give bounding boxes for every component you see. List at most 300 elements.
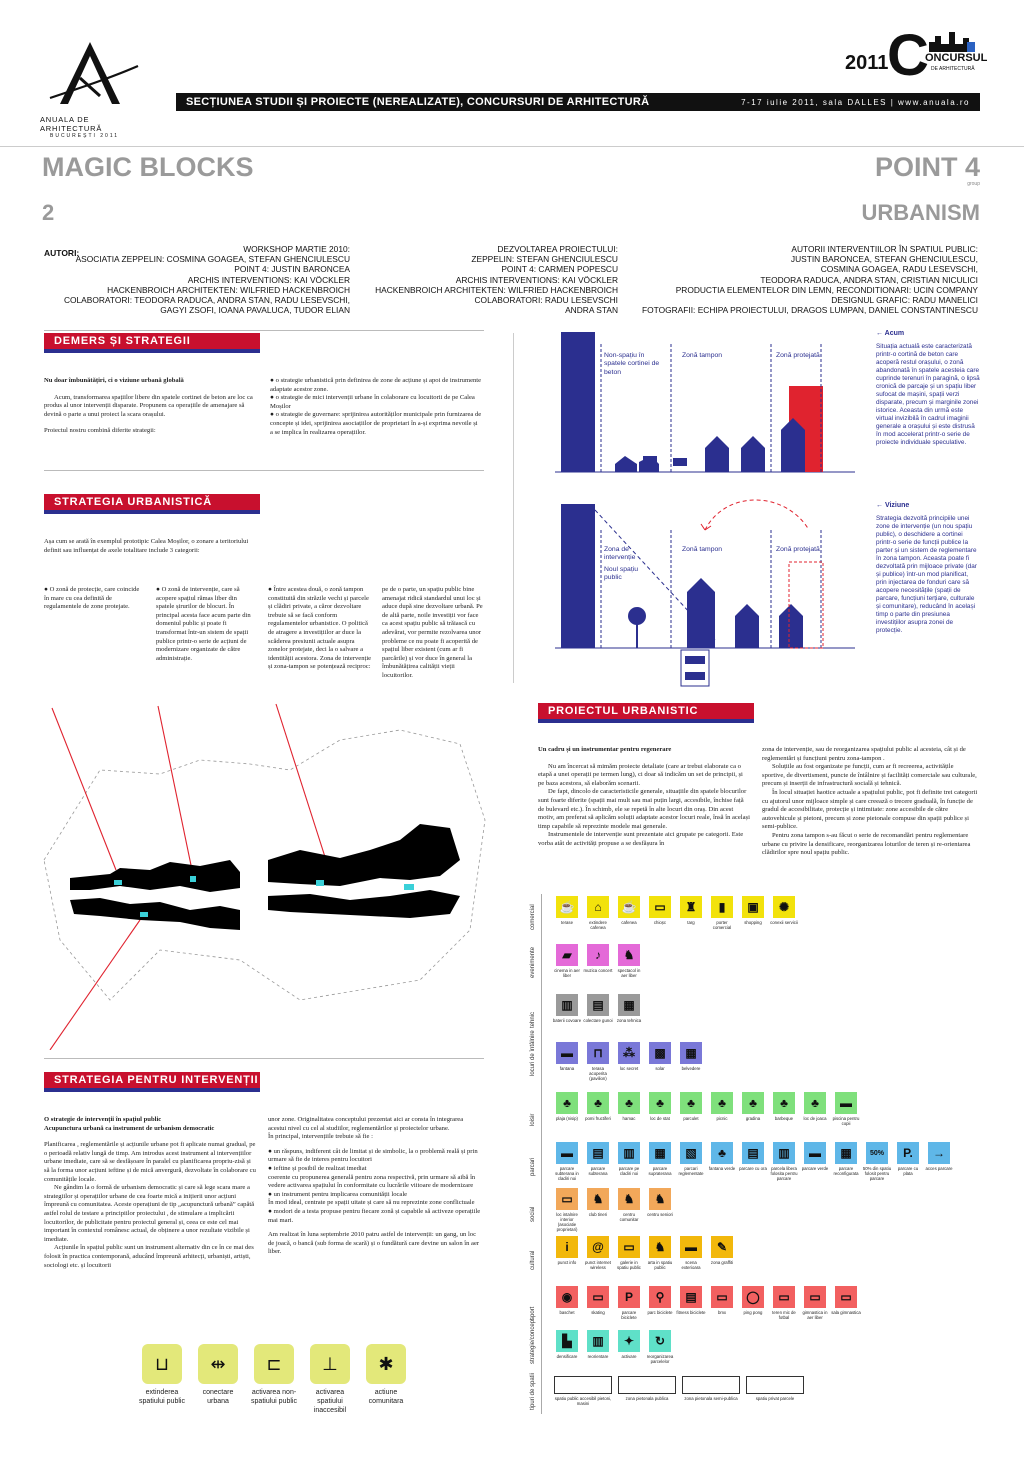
toolkit-item-label: parcare cu plata [897,1166,919,1176]
intervention-label: extinderea spatiului public [139,1389,185,1405]
toolkit-icon: ♞ [649,1236,671,1258]
credit-line: POINT 4: JUSTIN BARONCEA [234,264,350,275]
toolkit-item-label: parc biciclete [647,1310,673,1315]
toolkit-item [831,1142,861,1176]
credit-line: ZEPPELIN: STEFAN GHENCIULESCU [471,254,618,265]
toolkit-item-label: conexii servicii [770,920,798,925]
castle-icon [927,30,977,52]
strategia-c2: ● O zonă de intervenție, care să acopere spațiul rămas liber din spatele șirurilor de blocuri. În principal acesta face acum parte din domeniul public și poate fi transformat într-un sistem de spații publice printr-o serie de acțiuni de modernizare organizate de către administrație. [156,586,251,662]
concurs-logo [845,23,988,90]
toolkit-item [769,1286,799,1320]
toolkit-icon: ♣ [680,1092,702,1114]
header-divider [0,146,1024,147]
toolkit-item-label: loc secret [619,1066,639,1071]
toolkit-item-label: gimnastica in aer liber [802,1310,828,1320]
toolkit-icon: ♞ [618,1188,640,1210]
interventii-p1: Planificarea , reglementările și acțiunile urbane pot fi aplicate numai gradual, pe o perioadă relativ lungă de timp. Am introdus acest instrument al intervențiilor urbane imediate, care să se desfășoare în paralel cu planificarea propriu-zisă și să la forma unor acțiuni ieftine și de mică anvergură, dezvoltate în colaborare cu comunitățile locale. [44,1141,256,1183]
toolkit-item [583,944,613,973]
toolkit-item [707,1286,737,1315]
map-bottom-rule [44,1058,484,1059]
toolkit-item [645,1330,675,1364]
toolkit-icon: ▤ [680,1286,702,1308]
activarea-non-spatiu-icon: ⊏ [254,1344,294,1384]
toolkit-item-label: arta in spatiu public [647,1260,673,1270]
toolkit-item [645,1142,675,1176]
toolkit-icon: ▬ [804,1142,826,1164]
toolkit-item [676,1236,706,1270]
toolkit-item [707,1092,737,1121]
toolkit-item-label: cafenea [621,920,637,925]
credit-line: FOTOGRAFII: ECHIPA PROIECTULUI, DRAGOS LUMPAN, DANIEL CONSTANTINESCU [642,305,978,316]
toolkit-item-label: loc intalnire interior (asociatie proprietari) [556,1212,578,1232]
toolkit-icon [554,1376,612,1394]
concurs-letter: C [887,23,929,88]
toolkit-icon: ⁂ [618,1042,640,1064]
toolkit-item [552,1042,582,1071]
interventii-h2: Acupunctura urbană ca instrument de urbanism democratic [44,1124,215,1132]
toolkit-icon: ♣ [711,1092,733,1114]
toolkit-icon: P [618,1286,640,1308]
toolkit-icon: ☕ [556,896,578,918]
toolkit-item-label: terase [561,920,573,925]
toolkit-category-label: parcari [530,1157,536,1176]
toolkit-icon: ▣ [742,896,764,918]
credit-line: DESIGNUL GRAFIC: RADU MANELICI [831,295,978,306]
toolkit-category-label: evenimente [530,946,536,978]
toolkit-item [744,1376,806,1401]
toolkit-item-label: shopping [744,920,762,925]
intervention-item [306,1344,354,1415]
section-title: SECȚIUNEA STUDII ȘI PROIECTE (NEREALIZATE), CONCURSURI DE ARHITECTURĂ [186,96,650,108]
proiect-p4: zona de intervenție, sau de reorganizarea spațiului public al acesteia, cât și de reglementări și funcțiuni pentru zona-tampon . [762,746,966,762]
toolkit-item-label: pomi fructiferi [585,1116,611,1121]
interventii-p10: În mod ideal, centrate pe spații uitate și care să nu reprezinte zone conflictuale [268,1199,475,1207]
toolkit-item [552,1142,582,1181]
proiect-p2: De fapt, dincolo de caracteristicile generale, situațiile din spatele blocurilor sunt foarte diferite (spații mai mult sau mai puțin largi, accesibile, închise față de bulevard etc.). În schimb, ele se repetă în alte locuri din oraș. Din acest motiv, am preferat să aplicăm soluții adaptate acestor locuri reale, însă în același timp capabile să reprezinte modele mai generale. [538,788,750,830]
demers-b2: ● o strategie de mici intervenții urbane în colaborare cu locuitorii de pe Calea Moșilor [270,394,475,410]
demers-p2: Proiectul nostru combină diferite strategii: [44,427,156,435]
toolkit-item [769,896,799,925]
toolkit-item-label: plaja (nisip) [556,1116,578,1121]
strategia-c3: ● Între acestea două, o zonă tampon constituită din străzile vechi și parcele și clădiri private, a căror dezvoltare trebuie să se facă conform regulamentelor urbanistice. O politică de atragere a investițiilor ar duce la scăderea presiunii actuale asupra zonelor protejate, deci la o salvare a identității acestora. Zona de intervenție și zona-tampon se potențează reciproc: [268,586,372,671]
toolkit-item [738,1142,768,1171]
toolkit-icon: P. [897,1142,919,1164]
toolkit-item-label: gradina [745,1116,761,1121]
credit-line: WORKSHOP MARTIE 2010: [243,244,350,254]
credit-line: PRODUCTIA ELEMENTELOR DIN LEMN, RECONDITIONARI: UCIN COMPANY [675,284,978,295]
intervention-label: actiune comunitara [368,1389,404,1405]
demers-b1: ● o strategie urbanistică prin definirea de zone de acțiune și apoi de instrumente adaptate acestor zone. [270,377,482,393]
toolkit-icon: ▩ [649,1042,671,1064]
credits-col2 [360,244,618,315]
toolkit-icon: ▭ [804,1286,826,1308]
strategia-c4: pe de o parte, un spațiu public bine amenajat ridică standardul unui loc și aduce după sine dezvoltare urbană. Pe de altă parte, noile investiții vor face ca acest spațiu public să trăiască cu adevărat, vor permite rezolvarea unor probleme ce nu poate fi acoperită de spațiul liber existent (cum ar fi parcările) și vor duce în general la îmbunătățirea calității vieții locuitorilor. [382,586,483,679]
toolkit-item [707,896,737,930]
proiect-right-text [762,746,978,858]
toolkit-item [552,1286,582,1315]
viziune-panel [876,502,980,635]
calea-mosilor-map [40,700,490,1050]
toolkit-item-label: parcare reconfigurata [833,1166,859,1176]
interventii-p2: Ne gândim la o formă de urbanism democratic și care să lege scara mare a strategiilor și operațiilor urbane de cea foarte mică a inițierii unor acțiuni împreună cu comunitatea. Aceste operațiuni de tip „acupunctură urbană” capătă astfel rolul de testare a principiilor proiectului , de stimulare a implicării locuitorilor, de publicitate pentru proiectul general și, ceea ce este cel mai important în contextul românesc actual, de obținere a unor rezultate vizibile și imediate. [44,1184,255,1243]
interventii-p9: ● un instrument pentru implicarea comunității locale [268,1190,408,1198]
toolkit-item-label: baterii covoare [552,1018,582,1023]
acum-title: ← Acum [876,330,905,337]
toolkit-item [552,994,582,1023]
toolkit-icon: ▰ [556,944,578,966]
interventii-p6: ● un răspuns, indiferent cât de limitat și de simbolic, la o problemă reală și prin urmare să fie de interes pentru locuitori [268,1147,478,1164]
toolkit-icon: ▭ [587,1286,609,1308]
toolkit-icon: ♜ [680,896,702,918]
toolkit-category-label: tipuri de spatii [530,1372,536,1410]
toolkit-icon: ◯ [742,1286,764,1308]
toolkit-item [645,1092,675,1121]
toolkit-item-label: zona graffiti [710,1260,734,1265]
toolkit-icon: ♣ [618,1092,640,1114]
credit-line: GAGYI ZSOFI, IOANA PAVALUCA, TUDOR ELIAN [160,305,350,316]
toolkit-item-label: ping pong [743,1310,763,1315]
interventii-right-text [268,1116,482,1257]
toolkit-item-label: spectacol in aer liber [617,968,641,978]
toolkit-icon: ♣ [742,1092,764,1114]
proiect-section-title: PROIECTUL URBANISTIC [538,703,754,723]
credit-line: HACKENBROICH ARCHITEKTEN: WILFRIED HACKENBROICH [375,284,618,295]
acum-panel [876,330,980,447]
toolkit-item [800,1286,830,1320]
demers-b3: ● o strategie de guvernare: sprijinirea autorităților municipale prin furnizarea de concepte și idei, sprijinirea asociațiilor de proprietari în a-și exprima nevoile și a se implica în realizarea operațiilor. [270,411,482,436]
proiect-heading: Un cadru și un instrumentar pentru regenerare [538,746,672,753]
org-sub: BUCUREȘTI 2011 [50,133,120,139]
toolkit-item-label: barbeque [774,1116,794,1121]
toolkit-item-label: parcare pe cladiri noi [618,1166,640,1176]
axis-line [158,706,192,870]
toolkit-item [645,1042,675,1071]
toolkit-item [614,1042,644,1071]
toolkit-category-label: comercial [530,904,536,930]
toolkit-icon: ▬ [556,1142,578,1164]
toolkit-icon: ▭ [649,896,671,918]
toolkit-item-label: piscina pentru copii [832,1116,860,1126]
toolkit-item-label: loc de joaca [803,1116,827,1121]
credit-line: AUTORII INTERVENTIILOR ÎN SPATIUL PUBLIC: [791,244,978,254]
acum-text: Situația actuală este caracterizată printr-o cortină de beton care acoperă restul orașului, o zonă abandonată în spatele acesteia care cuprinde terenuri în paragină, o lipsă cronică de parcaje și un spațiu liber sufocat de mașini, spații verzi disparate, precum și marginile zonei istorice. Aceasta din urmă este virtual invizibilă în cadrul imaginii generale a orașului și este distrusă în mod accelerat printr-o serie de proiecte individuale speculative. [876,343,980,446]
toolkit-item-label: parcela libera folosita pentru parcare [770,1166,798,1181]
toolkit-item-label: fantana verde [708,1166,736,1171]
toolkit-item-label: 50% din spatiu folosit pentru parcare [862,1166,892,1181]
toolkit-icon: ♣ [556,1092,578,1114]
toolkit-icon [682,1376,740,1394]
toolkit-icon: 50% [866,1142,888,1164]
toolkit-item [583,1286,613,1315]
toolkit-item-label: reorganizarea parcelelor [646,1354,674,1364]
demers-top-rule [44,330,484,331]
toolkit-grid [530,896,980,1416]
toolkit-item [583,1142,613,1176]
toolkit-item [800,1092,830,1121]
toolkit-item-label: punct info [557,1260,577,1265]
interventii-section-title: STRATEGIA PENTRU INTERVENȚII [44,1072,260,1092]
toolkit-item-label: fantana [559,1066,575,1071]
toolkit-item [583,1236,613,1270]
toolkit-category-label: tehnic [530,1011,536,1028]
toolkit-item [800,1142,830,1171]
toolkit-item-label: parcare cu ora [739,1166,767,1171]
toolkit-item [552,896,582,925]
toolkit-item-label: muzica concert [583,968,613,973]
toolkit-item [707,1142,737,1171]
toolkit-icon: ⌂ [587,896,609,918]
credit-line: COSMINA GOAGEA, RADU LESEVSCHI, [820,264,978,275]
toolkit-item [583,1042,613,1081]
credits-col1 [60,244,350,315]
toolkit-item [645,1236,675,1270]
toolkit-item-label: centru seniori [647,1212,673,1217]
toolkit-category-label: strategie/concept [530,1318,536,1364]
toolkit-item [680,1376,742,1401]
demers-bottom-rule [44,470,484,471]
toolkit-item-label: reorientare [587,1354,609,1359]
intervention-item [250,1344,298,1415]
toolkit-icon: ♣ [587,1092,609,1114]
interventii-p12: Am realizat în luna septembrie 2010 patru astfel de intervenții: un gang, un loc de joacă, o bancă (sub forma de scară) și o fundătură care devine un salon în aer liber. [268,1231,480,1256]
d2-label-protejata: Zonă protejată [776,546,820,553]
vertical-divider [513,333,514,683]
toolkit-item-label: parculet [683,1116,699,1121]
proiect-p7: Pentru zona tampon s-au făcut o serie de recomandări pentru reglementare urbane cu privire la densificare, reorganizarea loturilor de teren și re-orientarea clădirilor spre noul spațiu public. [762,831,971,857]
axis-line [276,704,326,860]
toolkit-item-label: solar [655,1066,665,1071]
toolkit-item [676,1286,706,1315]
toolkit-item [583,1092,613,1121]
toolkit-icon: ✎ [711,1236,733,1258]
demers-right-text [270,377,482,437]
toolkit-icon: ◉ [556,1286,578,1308]
d1-label-tampon: Zonă tampon [682,352,723,359]
toolkit-icon: ♣ [711,1142,733,1164]
toolkit-icon: ♣ [773,1092,795,1114]
toolkit-icon: ✦ [618,1330,640,1352]
toolkit-icon: ☕ [618,896,640,918]
toolkit-icon: ▬ [680,1236,702,1258]
toolkit-icon: ▭ [711,1286,733,1308]
credit-line: ANDRA STAN [565,305,618,316]
interventii-p5: În principal, intervențiile trebuie să fie : [268,1133,373,1141]
toolkit-item [645,1188,675,1217]
toolkit-item [676,896,706,925]
interventii-p3: Acțiunile în spațiul public sunt un instrument alternativ din ce în ce mai des folosit în practica contemporană, aducând împreună arhitecți, urbaniști, artiști, sociologi etc. și locuitorii [44,1244,254,1269]
toolkit-item-label: zona tehnica [616,1018,642,1023]
credit-line: COLABORATORI: RADU LESEVSCHI [474,295,618,306]
toolkit-item-label: bmx [717,1310,727,1315]
intervention-item [194,1344,242,1415]
credit-line: TEODORA RADUCA, ANDRA STAN, CRISTIAN NICULICI [760,274,978,285]
toolkit-item-label: parcari reglementate [678,1166,704,1176]
toolkit-icon: ▥ [556,994,578,1016]
toolkit-item-label: spatiu public accesibil pietoni, masini [554,1396,612,1406]
category-title: URBANISM [861,200,980,225]
concurs-year: 2011 [845,52,889,74]
toolkit-icon: ⚲ [649,1286,671,1308]
toolkit-icon: @ [587,1236,609,1258]
toolkit-icon: ▙ [556,1330,578,1352]
toolkit-item [831,1286,861,1315]
toolkit-item [676,1092,706,1121]
toolkit-category-label: social [530,1206,536,1222]
interventii-left-text [44,1116,256,1270]
toolkit-item-label: baschet [559,1310,575,1315]
toolkit-item-label: club tineri [588,1212,608,1217]
intervention-label: activarea non-spatiului public [251,1389,297,1405]
toolkit-item-label: galerie in spatiu public [617,1260,641,1270]
header-bar [176,93,980,111]
toolkit-icon: ▥ [773,1142,795,1164]
concurs-word: ONCURSUL [925,52,988,64]
intervention-label: conectare urbana [202,1389,234,1405]
toolkit-icon: ⊓ [587,1042,609,1064]
toolkit-item-label: punct internet wireless [584,1260,612,1270]
toolkit-item [738,1092,768,1121]
toolkit-icon: ♞ [618,944,640,966]
d2-label-interventie: Zona de intervenție [604,546,636,562]
toolkit-category-label: locuri de întâlnire [530,1030,536,1076]
proiect-p5: Soluțiile au fost organizate pe funcții, cum ar fi recreerea, activitățile sportive, de divertisment, puncte de întâlnire și facilități comerciale sau culturale, precum și inserții de infrastructură socială și tehnică. [762,763,977,788]
toolkit-icon: ▦ [618,994,640,1016]
toolkit-item [676,1142,706,1176]
toolkit-item-label: loc de stat [650,1116,670,1121]
date-place: 7-17 iulie 2011, sala DALLES | www.anuala.ro [741,97,970,107]
demers-heading: Nu doar îmbunătățiri, ci o viziune urbană globală [44,377,184,384]
toolkit-icon: ▬ [835,1092,857,1114]
viziune-text: Strategia dezvoltă principiile unei zone de intervenție (un nou spațiu public), o deschidere a cortinei printr-o serie de funcții publice la parter și un sistem de reglementare în zona tampon. Aceasta poate fi dezvoltată prin mijloace private (dar și publice) într-un mod planificat, prin injectarea de fonduri care să acopere necesitățile (spații de parcare, funcțiuni terțiare, culturale și comunitare), reducând în același timp o parte din presiunea investițiilor asupra zonei de protecție. [876,515,977,634]
toolkit-icon: ♞ [587,1188,609,1210]
strategia-section-title: STRATEGIA URBANISTICĂ [44,494,260,514]
toolkit-item [676,1042,706,1071]
toolkit-item [583,1188,613,1217]
toolkit-icon: ♪ [587,944,609,966]
toolkit-item [893,1142,923,1176]
group-name: POINT 4 [874,152,980,182]
axis-line [52,708,116,870]
toolkit-item [769,1142,799,1181]
toolkit-item-label: parcare subterana [588,1166,608,1176]
project-number: 2 [42,200,55,225]
activarea-inaccesibil-icon: ⊥ [310,1344,350,1384]
interventii-p4: unor zone. Originalitatea conceptului prezentat aici ar consta în integrarea acestui nivel cu cel al studiilor, reglementărilor și proiectelor urbane. [268,1116,464,1132]
demers-left-text [44,377,256,436]
toolkit-item [616,1376,678,1401]
toolkit-item-label: parcare biciclete [621,1310,637,1320]
strategia-intro: Așa cum se arată în exemplul prototipic Calea Moșilor, o zonare a teritoriului definit sau influențat de axele totalitare include 3 categorii: [44,538,249,554]
d2-label-spatiu: Noul spațiu public [604,566,639,582]
toolkit-icon: ▥ [587,1330,609,1352]
interventii-p8: coerente cu propunerea generală pentru zona respectivă, prin urmare să aibă în vedere activarea spațiului în conformitate cu lucrările viitoare de modernizare [268,1173,476,1190]
toolkit-icon: ▭ [556,1188,578,1210]
toolkit-icon: ▭ [835,1286,857,1308]
toolkit-icon: ▬ [556,1042,578,1064]
toolkit-item [614,1092,644,1121]
toolkit-item [831,1092,861,1126]
proiect-p3: Instrumentele de intervenție sunt prezentate aici grupate pe categorii. Este vorba atât de activități propuse a se desfășura în [538,831,744,847]
toolkit-icon: → [928,1142,950,1164]
group-sub: group [967,181,980,187]
credit-line: POINT 4: CARMEN POPESCU [501,264,618,275]
toolkit-icon: i [556,1236,578,1258]
viziune-title: ← Viziune [876,502,910,509]
proiect-p1: Nu am încercat să mimăm proiecte detaliate (care ar trebui elaborate ca o etapă a unei operații pe termen lung), ci doar să indicăm un set de principii, și pe baza acestora, să elaborăm scenarii. [538,762,743,787]
toolkit-item-label: terasa acoperita (pavilion) [589,1066,607,1081]
d1-label-nonspatiu: Non-spațiu în spatele cortinei de beton [604,352,660,376]
toolkit-item-label: skating [591,1310,605,1315]
toolkit-category-label: sport [530,1306,536,1320]
toolkit-item [614,1330,644,1359]
toolkit-item-label: belvedere [681,1066,701,1071]
axis-line [50,920,140,1050]
proiect-p6: În locul situației haotice actuale a spațiului public, pot fi definite trei categorii cu ajutorul unor mijloace simple și care creează o trecere graduală, în funcție de gradul de accesibilitate, protecție și intimitate: zone accesibile de către autovehicule și pietoni, precum și zone pietonale compuse din spații publice și semi-publice. [762,788,978,831]
toolkit-item-label: chioșc [653,920,667,925]
toolkit-item-label: parcare supraterana [648,1166,672,1176]
header-logo [40,38,150,138]
interventii-p11: ● modori de a testa propuse pentru fiecare zonă și capabile să activeze operațiile mai mari. [268,1207,481,1224]
toolkit-item [614,944,644,978]
toolkit-item-label: picnic [716,1116,728,1121]
toolkit-icon: ✺ [773,896,795,918]
toolkit-item-label: porter comercial [712,920,732,930]
toolkit-item-label: acces parcare [925,1166,953,1171]
toolkit-item-label: activare [621,1354,637,1359]
toolkit-item-label: zona pietonala semi-publica [684,1396,738,1401]
toolkit-icon: ♣ [649,1092,671,1114]
toolkit-category-label: cultural [530,1250,536,1270]
toolkit-item-label: zona pietonala publica [625,1396,669,1401]
toolkit-item-label: teren mic de fotbal [772,1310,796,1320]
toolkit-item [552,1092,582,1121]
toolkit-item [552,944,582,978]
toolkit-icon: ▤ [587,1142,609,1164]
anuala-logo-icon [40,38,150,108]
toolkit-icon: ▦ [680,1042,702,1064]
proiect-left-text [538,746,750,849]
toolkit-icon: ▭ [618,1236,640,1258]
toolkit-icon [746,1376,804,1394]
toolkit-item [862,1142,892,1181]
toolkit-item-label: parcare verde [801,1166,829,1171]
intervention-icons [138,1344,410,1415]
toolkit-item-label: centru comunitar [619,1212,639,1222]
d1-label-protejata: Zonă protejată [776,352,820,359]
toolkit-item-label: sala gimnastica [831,1310,861,1315]
toolkit-item-label: spatiu privat parcele [755,1396,795,1401]
credit-line: ASOCIATIA ZEPPELIN: COSMINA GOAGEA, STEFAN GHENCIULESCU [75,254,350,265]
org-name: ANUALA DE ARHITECTURĂ [40,115,103,133]
toolkit-icon: ▮ [711,896,733,918]
toolkit-item-label: fitness biciclete [676,1310,706,1315]
toolkit-item [614,994,644,1023]
toolkit-icon: ▭ [773,1286,795,1308]
toolkit-icon: ♣ [804,1092,826,1114]
strategia-c1: ● O zonă de protecție, care coincide în mare cu cea definită de regulamentele de zone protejate. [44,586,140,611]
concurs-sub: DE ARHITECTURĂ [931,66,975,72]
toolkit-item-label: parcare subterana in cladiri noi [555,1166,579,1181]
toolkit-icon: ▧ [680,1142,702,1164]
demers-p1: Acum, transformarea spațiilor libere din spatele cortinei de beton are loc ca produs al unor intervenții disparate. Propunem ca operațiile de amenajare să devină o parte a unui proiect la scara orașului. [44,393,253,418]
toolkit-item-label: scena exterioara [681,1260,701,1270]
credits-col3 [640,244,978,315]
toolkit-item [738,1286,768,1315]
extinderea-icon: ⊔ [142,1344,182,1384]
toolkit-item [552,1236,582,1265]
toolkit-item [614,896,644,925]
actiune-comunitara-icon: ✱ [366,1344,406,1384]
